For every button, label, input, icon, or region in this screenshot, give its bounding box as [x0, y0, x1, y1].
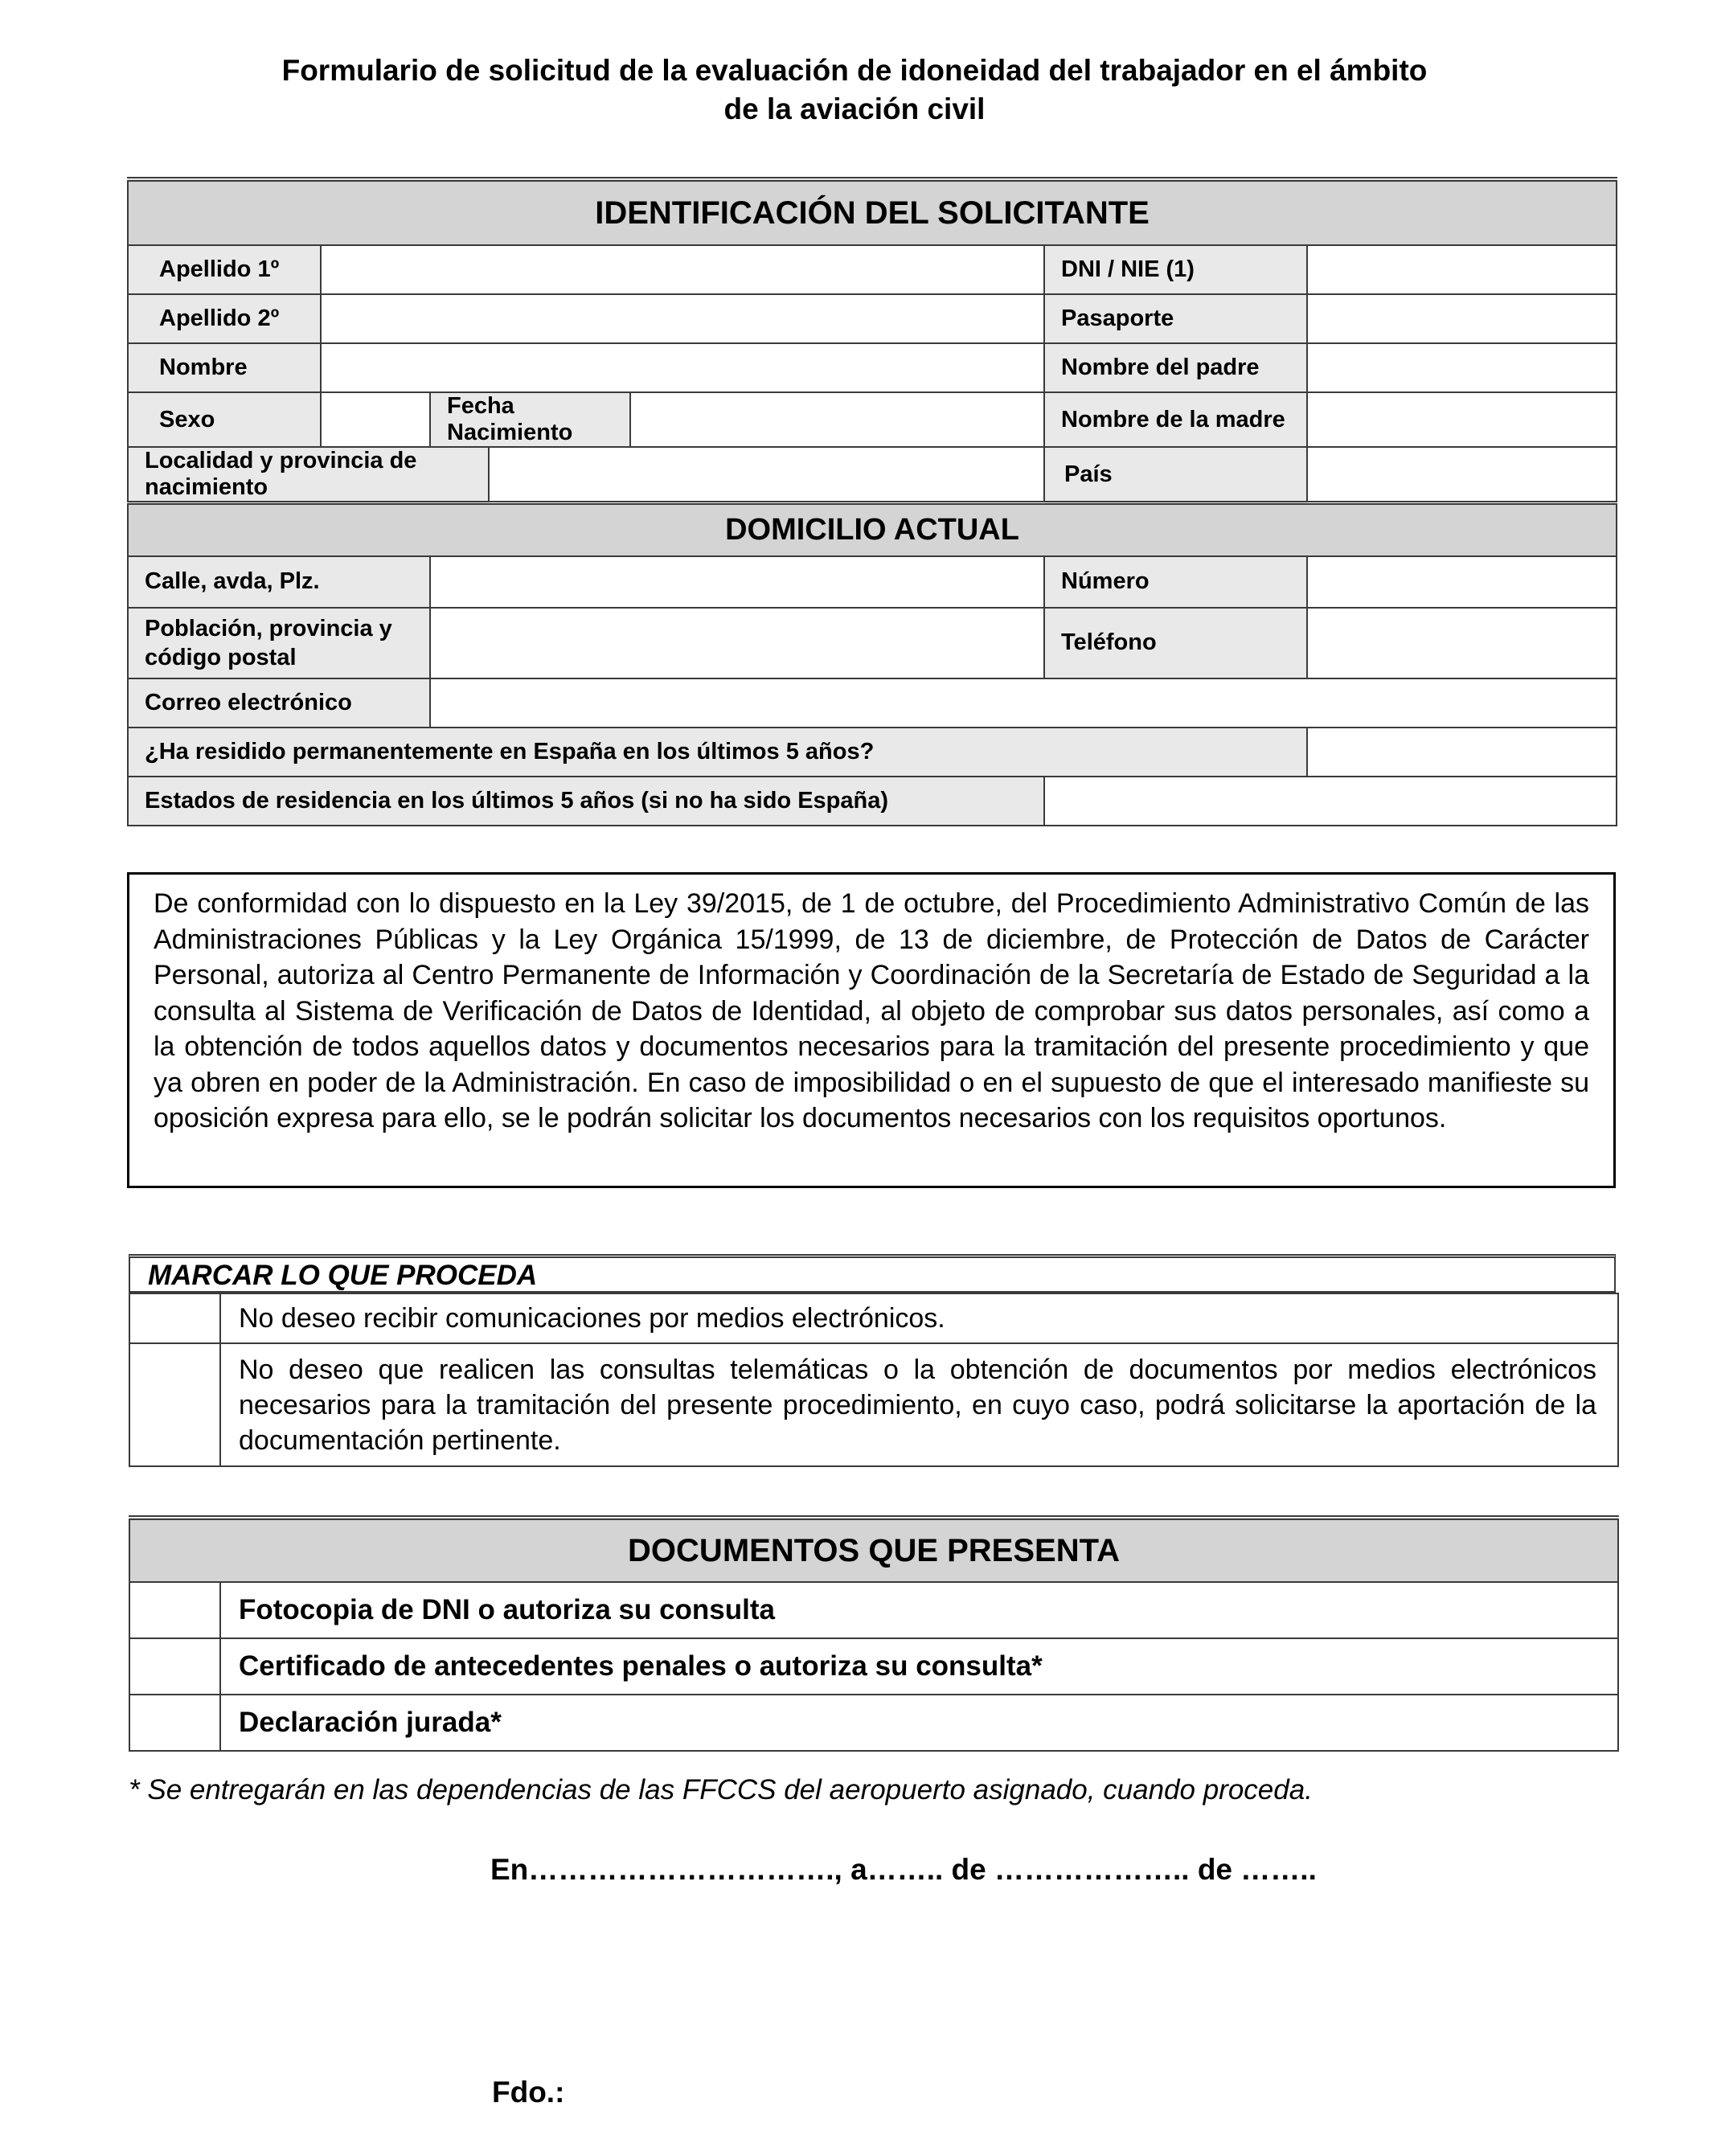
option-no-comunicaciones: No deseo recibir comunicaciones por medios electrónicos. [220, 1293, 1618, 1343]
field-pasaporte[interactable] [1307, 294, 1617, 343]
marcar-title: MARCAR LO QUE PROCEDA [129, 1254, 1616, 1293]
field-nombre-madre[interactable] [1307, 392, 1617, 447]
field-telefono[interactable] [1307, 608, 1617, 678]
label-apellido2: Apellido 2º [128, 294, 321, 343]
label-localidad: Localidad y provincia de nacimiento [128, 447, 489, 503]
field-correo[interactable] [430, 678, 1617, 728]
footnote: * Se entregarán en las dependencias de las FFCCS del aeropuerto asignado, cuando proceda. [129, 1774, 1313, 1806]
field-nombre[interactable] [321, 343, 1044, 392]
doc-antecedentes-label: Certificado de antecedentes penales o autoriza su consulta* [220, 1638, 1618, 1695]
label-poblacion [128, 608, 430, 678]
checkbox-doc-dni[interactable] [129, 1582, 220, 1638]
documents-table [129, 1515, 1619, 1752]
doc-dni-label: Fotocopia de DNI o autoriza su consulta [220, 1582, 1618, 1638]
label-nombre-madre: Nombre de la madre [1044, 392, 1307, 447]
field-pais[interactable] [1307, 447, 1617, 503]
section-header-documentos: DOCUMENTOS QUE PRESENTA [129, 1518, 1618, 1582]
field-numero[interactable] [1307, 556, 1617, 608]
label-telefono: Teléfono [1044, 608, 1307, 678]
label-nombre: Nombre [128, 343, 321, 392]
checkbox-doc-declaracion[interactable] [129, 1695, 220, 1751]
checkbox-doc-antecedentes[interactable] [129, 1638, 220, 1695]
doc-declaracion-label: Declaración jurada* [220, 1695, 1618, 1751]
place-date-line: En…………………………., a…….. de ……………….. de …….. [490, 1853, 1317, 1886]
field-sexo[interactable] [321, 392, 430, 447]
field-estados-residencia[interactable] [1044, 777, 1617, 826]
field-fecha-nacimiento[interactable] [630, 392, 1044, 447]
label-calle: Calle, avda, Plz. [128, 556, 430, 608]
label-numero: Número [1044, 556, 1307, 608]
label-correo: Correo electrónico [128, 678, 430, 728]
form-title-line2: de la aviación civil [723, 92, 986, 125]
label-sexo: Sexo [128, 392, 321, 447]
section-header-domicilio: DOMICILIO ACTUAL [128, 503, 1617, 556]
field-dni-nie[interactable] [1307, 245, 1617, 294]
label-poblacion-line1: Población, provincia y [145, 615, 392, 641]
label-fecha-nacimiento: Fecha Nacimiento [430, 392, 630, 447]
form-title-line1: Formulario de solicitud de la evaluación de idoneidad del trabajador en el ámbito [281, 54, 1428, 87]
option-no-consultas: No deseo que realicen las consultas telemáticas o la obtención de documentos por medios electrónicos necesarios para la tramitación del presente procedimiento, en cuyo caso, podrá solicitarse la aportación de la documentación pertinente. [220, 1343, 1618, 1466]
marcar-table [129, 1293, 1619, 1467]
field-localidad[interactable] [489, 447, 1044, 503]
checkbox-no-consultas[interactable] [129, 1343, 220, 1466]
field-nombre-padre[interactable] [1307, 343, 1617, 392]
field-residido[interactable] [1307, 728, 1617, 777]
checkbox-no-comunicaciones[interactable] [129, 1293, 220, 1343]
field-calle[interactable] [430, 556, 1044, 608]
label-apellido1: Apellido 1º [128, 245, 321, 294]
field-apellido2[interactable] [321, 294, 1044, 343]
field-poblacion[interactable] [430, 608, 1044, 678]
label-nombre-padre: Nombre del padre [1044, 343, 1307, 392]
legal-notice: De conformidad con lo dispuesto en la Ley 39/2015, de 1 de octubre, del Procedimiento Administrativo Común de las Administraciones Públicas y la Ley Orgánica 15/1999, de 13 de diciembre, de Protección de Datos de Carácter Personal, autoriza al Centro Permanente de Información y Coordinación de la Secretaría de Estado de Seguridad a la consulta al Sistema de Verificación de Datos de Identidad, al objeto de comprobar sus datos personales, así como a la obtención de todos aquellos datos y documentos necesarios para la tramitación del presente procedimiento y que ya obren en poder de la Administración. En caso de imposibilidad o en el supuesto de que el interesado manifieste su oposición expresa para ello, se le podrán solicitar los documentos necesarios con los requisitos oportunos. [127, 872, 1616, 1188]
signature-label: Fdo.: [492, 2076, 565, 2109]
applicant-table [127, 177, 1617, 826]
section-header-identificacion: IDENTIFICACIÓN DEL SOLICITANTE [128, 179, 1617, 245]
label-pasaporte: Pasaporte [1044, 294, 1307, 343]
label-pais: País [1044, 447, 1307, 503]
form-title [0, 51, 1709, 129]
label-residido: ¿Ha residido permanentemente en España en los últimos 5 años? [128, 728, 1307, 777]
field-apellido1[interactable] [321, 245, 1044, 294]
label-estados-residencia: Estados de residencia en los últimos 5 años (si no ha sido España) [128, 777, 1044, 826]
label-poblacion-line2: código postal [145, 644, 297, 670]
label-dni-nie: DNI / NIE (1) [1044, 245, 1307, 294]
